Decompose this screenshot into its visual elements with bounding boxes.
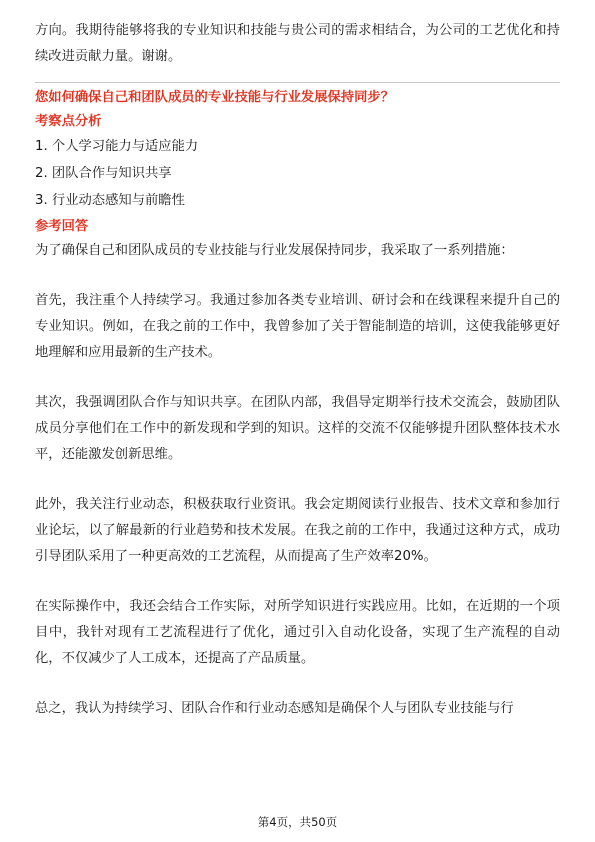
answer-paragraph: 首先，我注重个人持续学习。我通过参加各类专业培训、研讨会和在线课程来提升自己的专业知识。例如，在我之前的工作中，我曾参加了关于智能制造的培训，这使我能够更好地理解和应用最新的生产技术。 [35, 293, 560, 360]
answer-paragraph: 总之，我认为持续学习、团队合作和行业动态感知是确保个人与团队专业技能与行 [35, 701, 514, 716]
analysis-point: 2. 团队合作与知识共享 [35, 166, 172, 181]
analysis-point: 1. 个人学习能力与适应能力 [35, 139, 199, 154]
section-divider [35, 82, 560, 83]
answer-paragraph: 为了确保自己和团队成员的专业技能与行业发展保持同步，我采取了一系列措施： [35, 243, 514, 258]
intro-tail-paragraph: 方向。我期待能够将我的专业知识和技能与贵公司的需求相结合，为公司的工艺优化和持续改进贡献力量。谢谢。 [35, 23, 560, 64]
answer-paragraph: 此外，我关注行业动态，积极获取行业资讯。我会定期阅读行业报告、技术文章和参加行业论坛，以了解最新的行业趋势和技术发展。在我之前的工作中，我通过这种方式，成功引导团队采用了一种更高效的工艺流程，从而提高了生产效率20%。 [35, 497, 560, 564]
question-heading: 您如何确保自己和团队成员的专业技能与行业发展保持同步？ [35, 90, 395, 105]
analysis-list [35, 133, 560, 214]
answer-paragraph: 在实际操作中，我还会结合工作实际，对所学知识进行实践应用。比如，在近期的一个项目中，我针对现有工艺流程进行了优化，通过引入自动化设备，实现了生产流程的自动化，不仅减少了人工成本，还提高了产品质量。 [35, 599, 560, 666]
analysis-point: 3. 行业动态感知与前瞻性 [35, 193, 185, 208]
analysis-heading: 考察点分析 [35, 114, 102, 129]
answer-paragraph: 其次，我强调团队合作与知识共享。在团队内部，我倡导定期举行技术交流会，鼓励团队成员分享他们在工作中的新发现和学到的知识。这样的交流不仅能够提升团队整体技术水平，还能激发创新思维。 [35, 395, 560, 462]
answer-heading: 参考回答 [35, 219, 89, 234]
page-footer: 第4页，共50页 [257, 815, 338, 829]
document-page [35, 18, 560, 722]
